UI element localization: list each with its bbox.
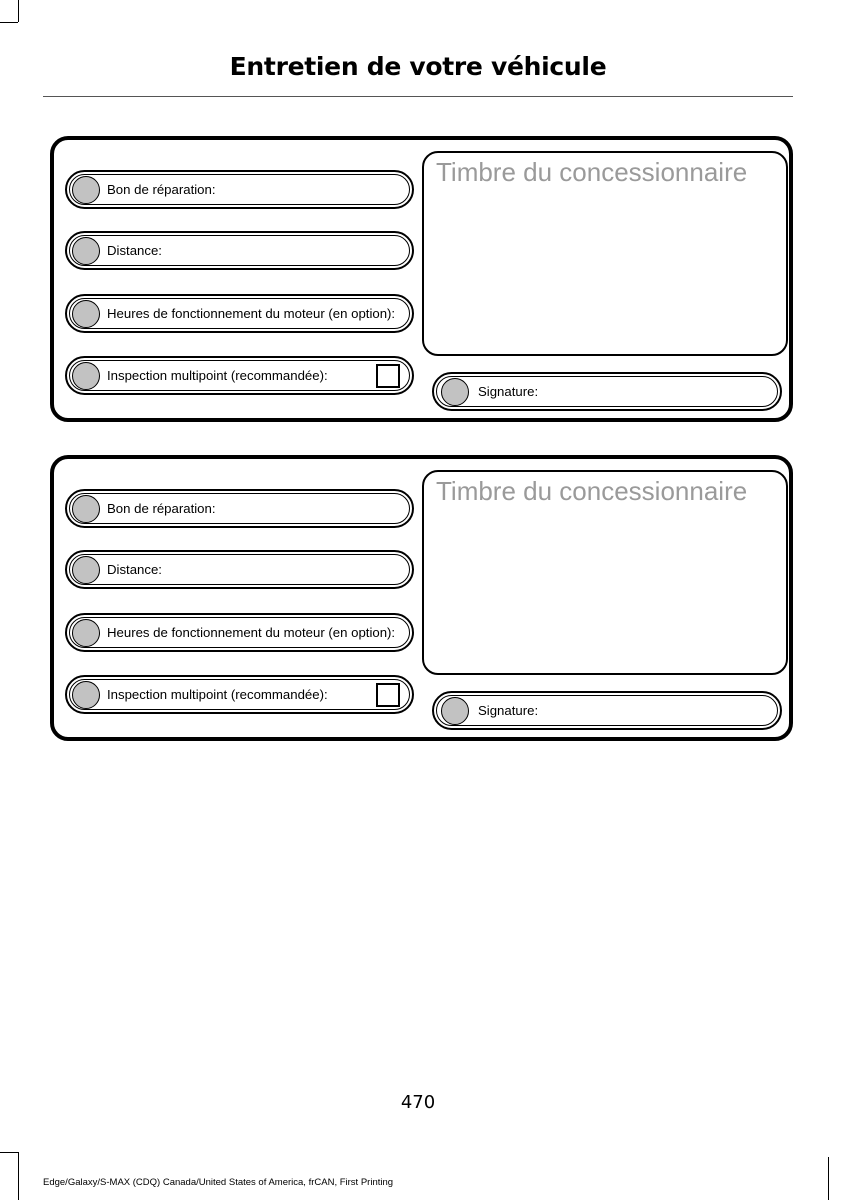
dealer-stamp-box: [422, 470, 788, 675]
bullet-circle-icon: [72, 300, 100, 328]
multipoint-inspection-checkbox[interactable]: [376, 364, 400, 388]
bullet-circle-icon: [72, 362, 100, 390]
engine-hours-field[interactable]: [65, 294, 414, 333]
distance-field[interactable]: [65, 231, 414, 270]
engine-hours-label: Heures de fonctionnement du moteur (en option):: [107, 625, 396, 640]
distance-field[interactable]: [65, 550, 414, 589]
repair-order-label: Bon de réparation:: [107, 182, 216, 197]
bullet-circle-icon: [72, 495, 100, 523]
distance-label: Distance:: [107, 562, 162, 577]
multipoint-inspection-label: Inspection multipoint (recommandée):: [107, 368, 328, 383]
bullet-circle-icon: [72, 619, 100, 647]
bullet-circle-icon: [72, 237, 100, 265]
crop-mark: [0, 1152, 18, 1153]
repair-order-field[interactable]: [65, 489, 414, 528]
multipoint-inspection-checkbox[interactable]: [376, 683, 400, 707]
title-divider: [43, 96, 793, 97]
dealer-stamp-box: [422, 151, 788, 356]
multipoint-inspection-label: Inspection multipoint (recommandée):: [107, 687, 328, 702]
bullet-circle-icon: [72, 176, 100, 204]
signature-label: Signature:: [478, 703, 539, 718]
bullet-circle-icon: [72, 556, 100, 584]
page-number: 470: [400, 1092, 436, 1113]
crop-mark: [828, 1157, 829, 1200]
signature-field[interactable]: [432, 372, 782, 411]
page-title: Entretien de votre véhicule: [229, 52, 607, 81]
multipoint-inspection-field: [65, 675, 414, 714]
engine-hours-field[interactable]: [65, 613, 414, 652]
signature-label: Signature:: [478, 384, 539, 399]
maintenance-record-card: [50, 136, 793, 422]
repair-order-field[interactable]: [65, 170, 414, 209]
crop-mark: [18, 0, 19, 22]
distance-label: Distance:: [107, 243, 162, 258]
signature-field[interactable]: [432, 691, 782, 730]
maintenance-record-card: [50, 455, 793, 741]
dealer-stamp-label: Timbre du concessionnaire: [436, 157, 748, 187]
bullet-circle-icon: [441, 697, 469, 725]
engine-hours-label: Heures de fonctionnement du moteur (en option):: [107, 306, 396, 321]
crop-mark: [18, 1152, 19, 1200]
multipoint-inspection-field: [65, 356, 414, 395]
repair-order-label: Bon de réparation:: [107, 501, 216, 516]
bullet-circle-icon: [72, 681, 100, 709]
crop-mark: [0, 22, 18, 23]
bullet-circle-icon: [441, 378, 469, 406]
print-imprint: Edge/Galaxy/S-MAX (CDQ) Canada/United States of America, frCAN, First Printing: [43, 1177, 394, 1188]
dealer-stamp-label: Timbre du concessionnaire: [436, 476, 748, 506]
